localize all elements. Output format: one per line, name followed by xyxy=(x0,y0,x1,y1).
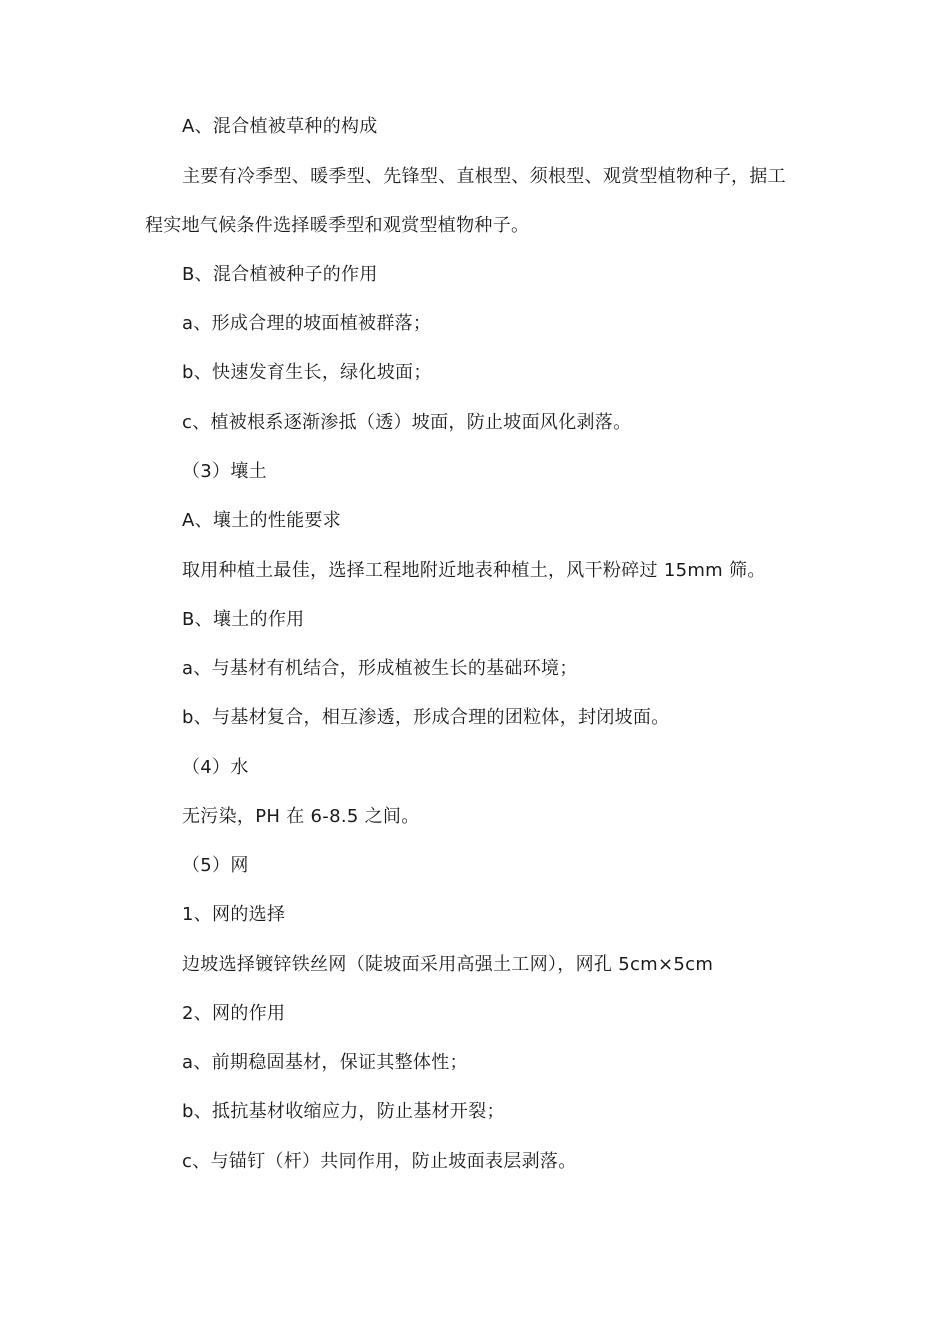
list-item-net-b: b、抵抗基材收缩应力，防止基材开裂； xyxy=(182,1101,505,1122)
heading-b-seed-function: B、混合植被种子的作用 xyxy=(182,264,378,285)
paragraph-loam-requirements: 取用种植土最佳，选择工程地附近地表种植土，风干粉碎过 15mm 筛。 xyxy=(182,560,766,581)
list-item-seed-b: b、快速发育生长，绿化坡面； xyxy=(182,362,432,383)
list-item-seed-c: c、植被根系逐渐渗抵（透）坡面，防止坡面风化剥落。 xyxy=(182,412,632,433)
heading-a-loam-requirements: A、壤土的性能要求 xyxy=(182,510,342,531)
heading-net-selection: 1、网的选择 xyxy=(182,904,286,925)
section-heading-net: （5）网 xyxy=(182,855,249,876)
paragraph-seed-types-line2: 程实地气候条件选择暖季型和观赏型植物种子。 xyxy=(145,215,530,236)
heading-b-loam-function: B、壤土的作用 xyxy=(182,609,305,630)
paragraph-seed-types-line1: 主要有冷季型、暖季型、先锋型、直根型、须根型、观赏型植物种子，据工 xyxy=(182,166,786,187)
list-item-loam-a: a、与基材有机结合，形成植被生长的基础环境； xyxy=(182,658,578,679)
list-item-seed-a: a、形成合理的坡面植被群落； xyxy=(182,313,432,334)
heading-a-seed-composition: A、混合植被草种的构成 xyxy=(182,116,378,137)
list-item-loam-b: b、与基材复合，相互渗透，形成合理的团粒体，封闭坡面。 xyxy=(182,707,670,728)
paragraph-water: 无污染，PH 在 6-8.5 之间。 xyxy=(182,806,420,827)
section-heading-loam: （3）壤土 xyxy=(182,461,267,482)
heading-net-function: 2、网的作用 xyxy=(182,1003,286,1024)
list-item-net-c: c、与锚钉（杆）共同作用，防止坡面表层剥落。 xyxy=(182,1151,577,1172)
paragraph-net-selection: 边坡选择镀锌铁丝网（陡坡面采用高强土工网），网孔 5cm×5cm xyxy=(182,954,714,975)
section-heading-water: （4）水 xyxy=(182,757,249,778)
list-item-net-a: a、前期稳固基材，保证其整体性； xyxy=(182,1052,468,1073)
